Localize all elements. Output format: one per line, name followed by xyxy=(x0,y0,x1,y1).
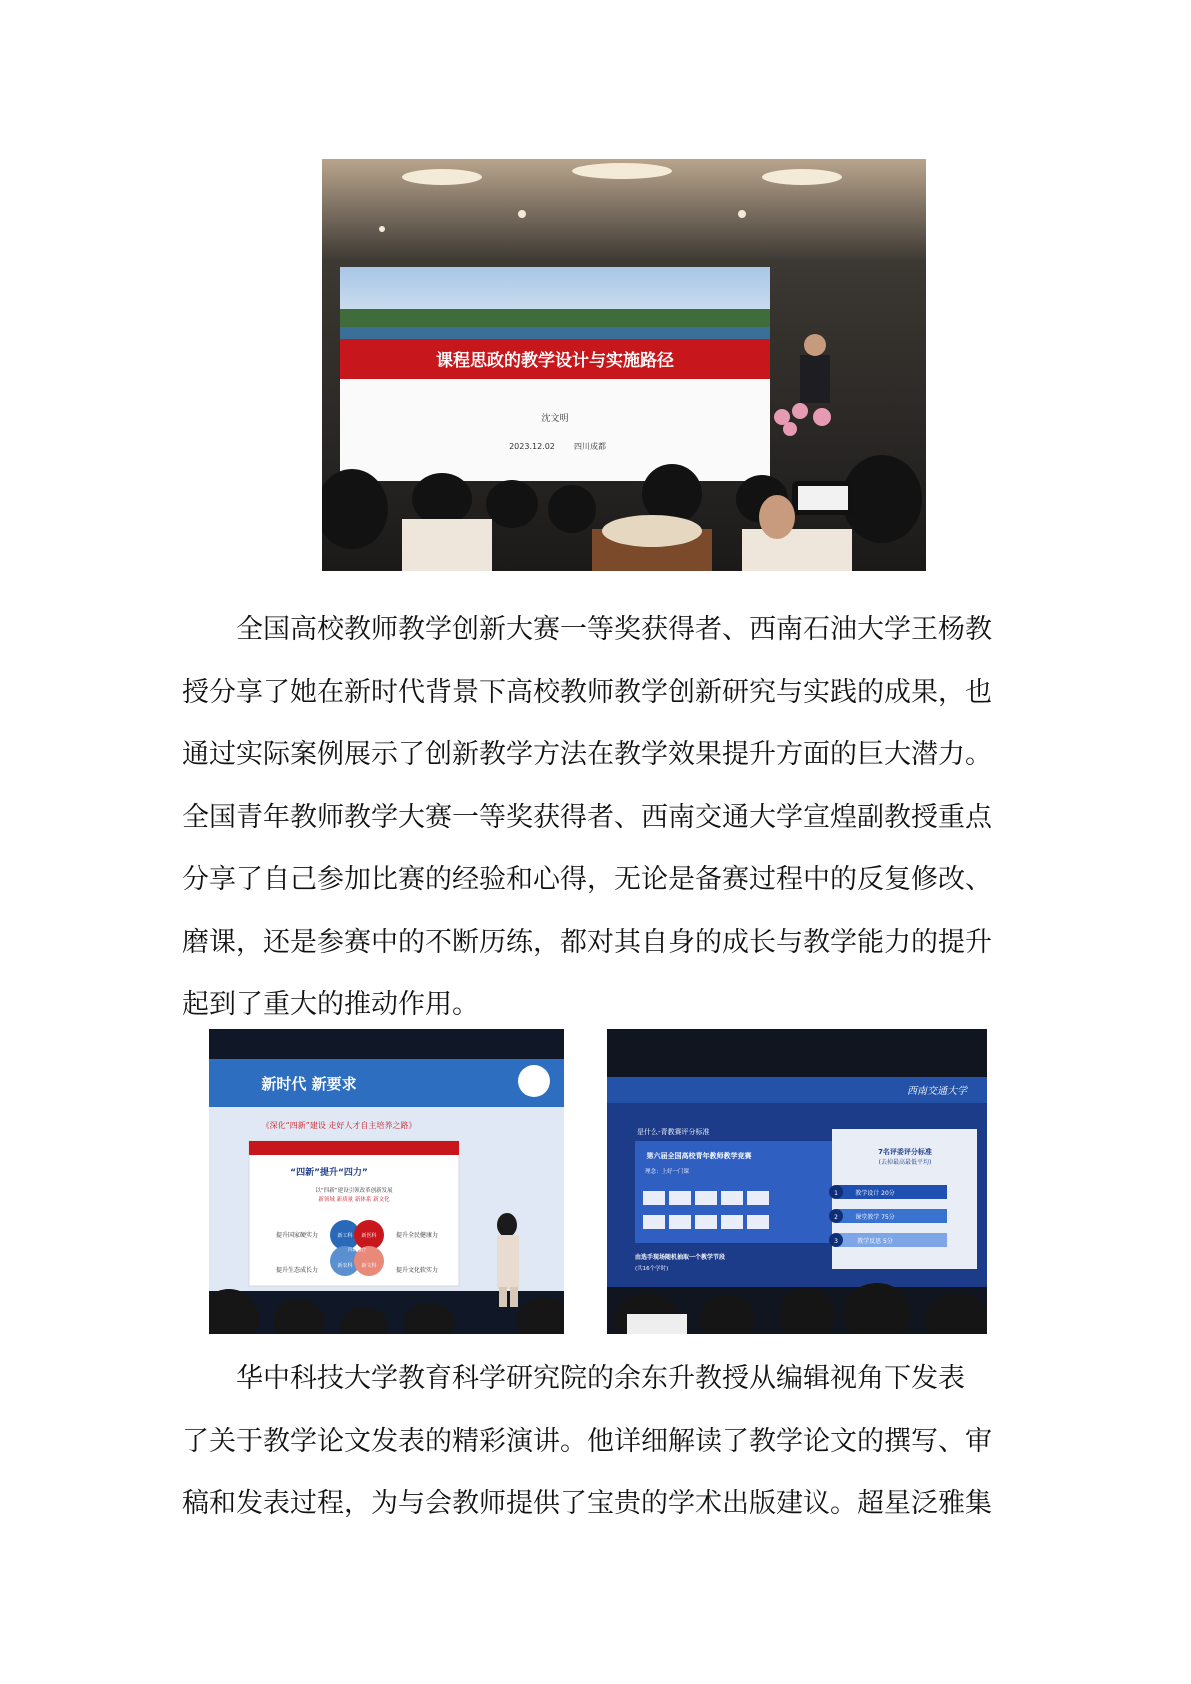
circle-1: 新工科 xyxy=(337,1233,353,1239)
paragraph-2 xyxy=(182,1348,1015,1536)
paragraph-1 xyxy=(182,599,1015,1037)
score-item-1-label: 教学设计 20分 xyxy=(855,1190,895,1197)
score-item-3 xyxy=(829,1233,947,1247)
conference-photo-1 xyxy=(322,159,926,571)
slide-top-label: 是什么-青教赛评分标准 xyxy=(637,1128,710,1136)
paragraph-2-line-1: 华中科技大学教育科学研究院的余东升教授从编辑视角下发表 xyxy=(236,1363,965,1394)
conference-photo-3 xyxy=(607,1029,987,1334)
judges-subtitle: (去掉最高最低平均) xyxy=(878,1159,932,1166)
box-left-bottom: 提升生态成长力 xyxy=(275,1267,319,1274)
slide-title: 课程思政的教学设计与实施路径 xyxy=(436,351,674,371)
photo-2-scene xyxy=(209,1029,564,1334)
panel-concept: 理念：上好一门课 xyxy=(644,1169,690,1175)
paragraph-1-line-2: 授分享了她在新时代背景下高校教师教学创新研究与实践的成果，也 xyxy=(182,676,992,708)
score-item-2 xyxy=(829,1209,947,1223)
box-line-2: 新领域 新质量 新体系 新文化 xyxy=(318,1197,390,1203)
judges-title: 7名评委评分标准 xyxy=(878,1148,932,1156)
circle-4: 新文科 xyxy=(361,1263,377,1269)
photo-3-scene xyxy=(607,1029,987,1334)
slide-location: 四川成都 xyxy=(574,442,606,451)
circle-center: 四新融合 xyxy=(348,1248,366,1253)
paragraph-1-line-6: 磨课，还是参赛中的不断历练，都对其自身的成长与教学能力的提升 xyxy=(182,926,992,958)
box-title: “四新”提升“四力” xyxy=(290,1168,368,1178)
circle-3: 新农科 xyxy=(337,1263,353,1269)
box-right-top: 提升全民健康力 xyxy=(395,1232,439,1239)
slide-date: 2023.12.02 xyxy=(509,442,555,451)
score-item-1-num: 1 xyxy=(834,1190,838,1197)
score-item-3-num: 3 xyxy=(834,1238,838,1245)
paragraph-1-line-1: 全国高校教师教学创新大赛一等奖获得者、西南石油大学王杨教 xyxy=(236,614,992,645)
circle-2: 新医科 xyxy=(361,1233,377,1239)
slide-author: 沈文明 xyxy=(541,414,569,424)
university-name: 西南交通大学 xyxy=(907,1086,967,1097)
box-right-bottom: 提升文化软实力 xyxy=(395,1267,439,1274)
box-left-top: 提升国家硬实力 xyxy=(275,1232,319,1239)
panel-title: 第六届全国高校青年教师教学竞赛 xyxy=(646,1152,752,1160)
conference-photo-2 xyxy=(209,1029,564,1334)
university-logo xyxy=(518,1065,550,1097)
score-item-1 xyxy=(829,1185,947,1199)
panel-bottom-text-2: (共16个学时) xyxy=(635,1266,669,1272)
paragraph-2-line-3: 稿和发表过程，为与会教师提供了宝贵的学术出版建议。超星泛雅集 xyxy=(182,1488,992,1519)
panel-bottom-text: 由选手现场随机抽取一个教学节段 xyxy=(635,1254,726,1261)
score-item-3-label: 教学反思 5分 xyxy=(857,1238,893,1245)
paragraph-1-line-4: 全国青年教师教学大赛一等奖获得者、西南交通大学宣煌副教授重点 xyxy=(182,801,992,833)
paragraph-1-line-7: 起到了重大的推动作用。 xyxy=(182,989,479,1020)
slide-header: 新时代 新要求 xyxy=(261,1075,357,1093)
slide-subtitle: 《深化“四新”建设 走好人才自主培养之路》 xyxy=(261,1121,417,1130)
photo-1-scene xyxy=(322,159,926,571)
score-item-2-label: 课堂教学 75分 xyxy=(855,1214,895,1221)
paragraph-2-line-2: 了关于教学论文发表的精彩演讲。他详细解读了教学论文的撰写、审 xyxy=(182,1425,992,1457)
paragraph-1-line-5: 分享了自己参加比赛的经验和心得，无论是备赛过程中的反复修改、 xyxy=(182,864,992,895)
score-item-2-num: 2 xyxy=(834,1214,838,1221)
paragraph-1-line-3: 通过实际案例展示了创新教学方法在教学效果提升方面的巨大潜力。 xyxy=(182,739,992,770)
box-line-1: 以“四新”建设引领改革创新发展 xyxy=(315,1188,393,1194)
